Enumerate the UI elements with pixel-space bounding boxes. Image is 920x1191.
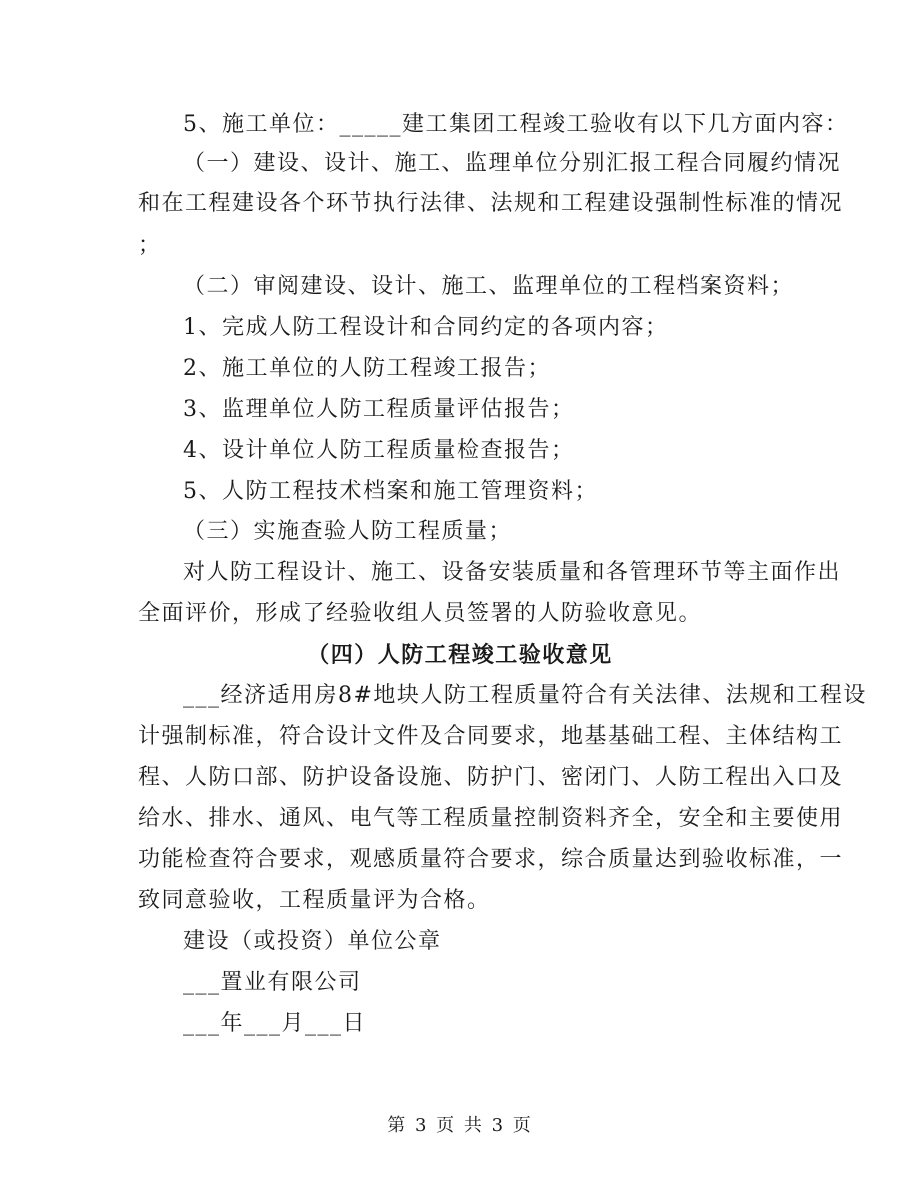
signature-unit: 建设（或投资）单位公章: [183, 929, 442, 954]
list-item: 2、施工单位的人防工程竣工报告；: [183, 356, 551, 381]
opinion-line: 致同意验收，工程质量评为合格。: [138, 888, 491, 913]
paragraph-evaluation-line-1: 对人防工程设计、施工、设备安装质量和各管理环节等主面作出: [183, 560, 842, 585]
page-indicator: 第 3 页 共 3 页: [387, 1115, 533, 1136]
paragraph-item-one-line-2: 和在工程建设各个环节执行法律、法规和工程建设强制性标准的情况: [138, 191, 844, 216]
paragraph-item-three: （三）实施查验人防工程质量；: [183, 519, 513, 544]
section-heading: （四）人防工程竣工验收意见: [307, 642, 613, 668]
list-item: 1、完成人防工程设计和合同约定的各项内容；: [183, 315, 669, 340]
paragraph-item-one-line-3: ；: [138, 233, 162, 258]
opinion-line: 程、人防口部、防护设备设施、防护门、密闭门、人防工程出入口及: [138, 765, 844, 790]
signature-company: ___置业有限公司: [183, 970, 362, 995]
paragraph-construction-unit: 5、施工单位：_____建工集团工程竣工验收有以下几方面内容：: [183, 112, 849, 137]
signature-date: ___年___月___日: [183, 1011, 367, 1036]
opinion-line: 功能检查符合要求，观感质量符合要求，综合质量达到验收标准，一: [138, 847, 844, 872]
opinion-line: 给水、排水、通风、电气等工程质量控制资料齐全，安全和主要使用: [138, 806, 844, 831]
opinion-line: ___经济适用房8#地块人防工程质量符合有关法律、法规和工程设: [183, 683, 867, 708]
opinion-line: 计强制标准，符合设计文件及合同要求，地基基础工程、主体结构工: [138, 724, 844, 749]
list-item: 4、设计单位人防工程质量检查报告；: [183, 438, 575, 463]
paragraph-item-two: （二）审阅建设、设计、施工、监理单位的工程档案资料；: [183, 274, 795, 299]
list-item: 3、监理单位人防工程质量评估报告；: [183, 397, 575, 422]
paragraph-evaluation-line-2: 全面评价，形成了经验收组人员签署的人防验收意见。: [138, 601, 703, 626]
paragraph-item-one-line-1: （一）建设、设计、施工、监理单位分别汇报工程合同履约情况: [183, 151, 842, 176]
list-item: 5、人防工程技术档案和施工管理资料；: [183, 479, 598, 504]
